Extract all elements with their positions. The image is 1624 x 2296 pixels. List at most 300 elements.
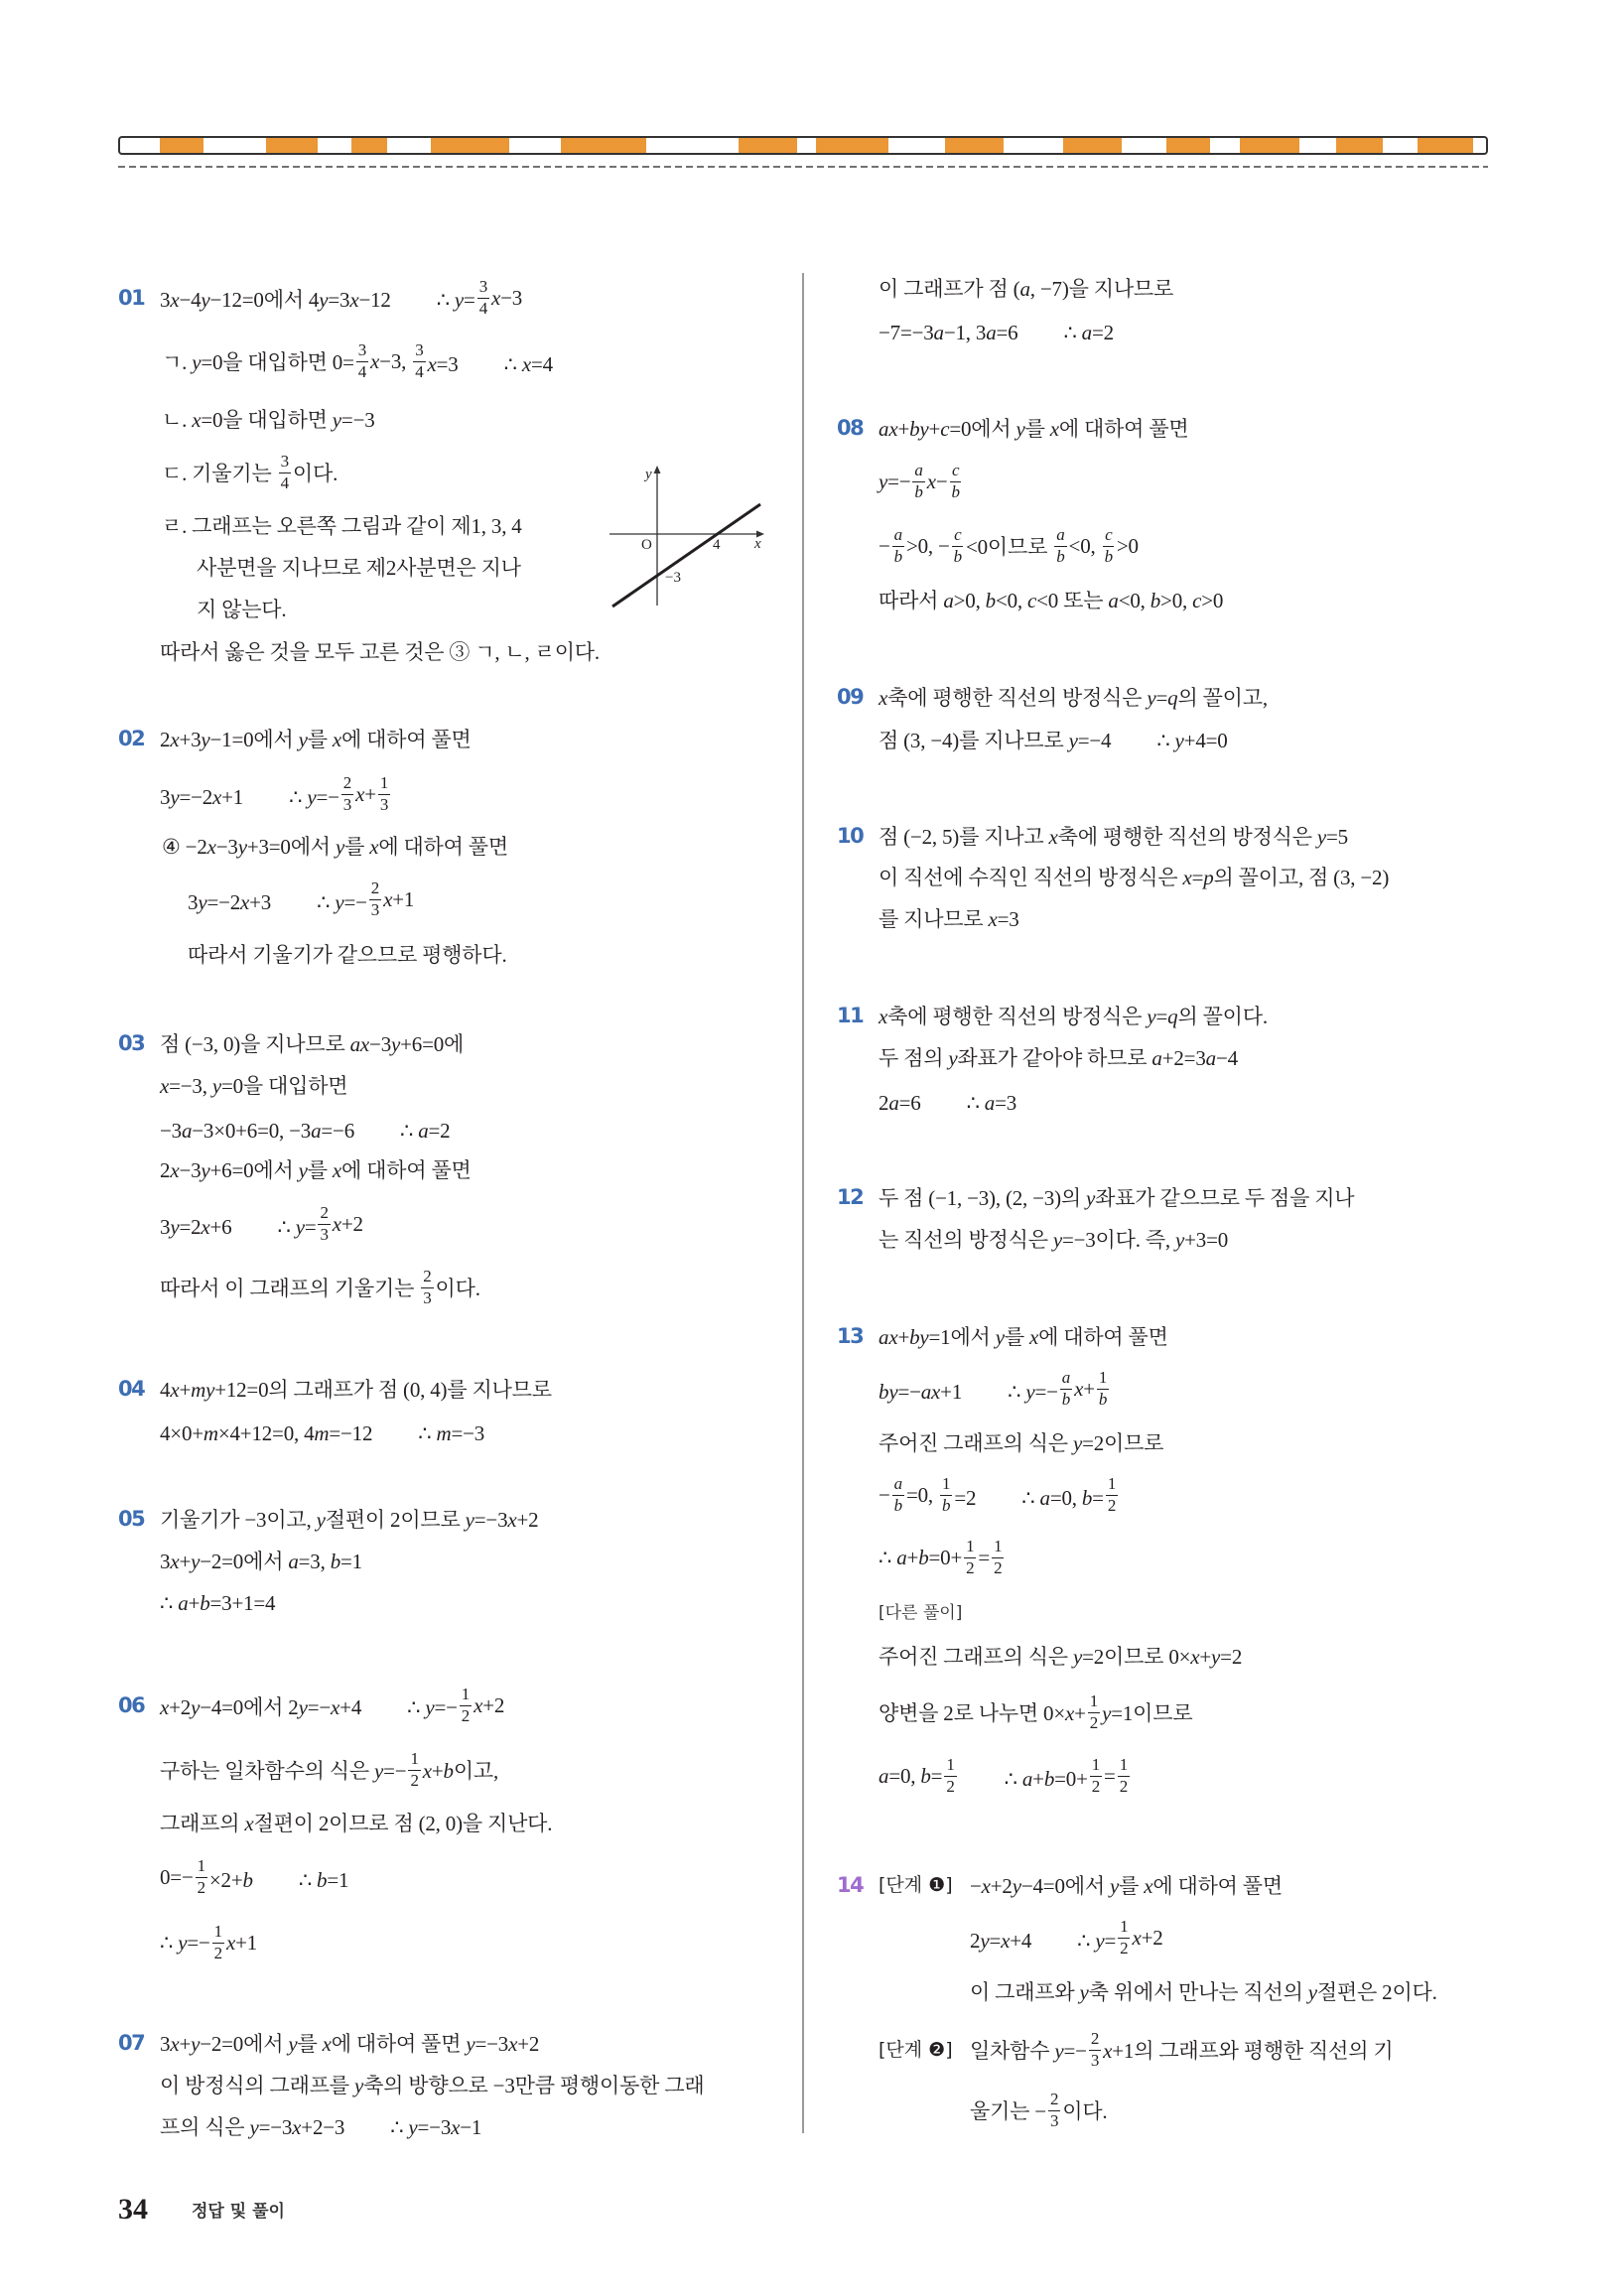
math-text: 2a=6 ∴ a=3 [879, 1085, 1016, 1116]
fraction-denominator [952, 547, 964, 567]
math-text: x+2 [474, 1692, 505, 1717]
solution-line [160, 631, 600, 671]
math-variable: b [893, 1495, 902, 1515]
fraction-denominator [892, 1496, 904, 1516]
solution-line [160, 774, 392, 814]
math-variable: y [948, 1046, 958, 1070]
solution-line [879, 1636, 1242, 1676]
math-text: by=−ax+1 ∴ y=− [879, 1374, 1058, 1405]
fraction [212, 1923, 224, 1962]
math-variable: a [879, 1763, 889, 1788]
math-text: 3x−4y−12=0에서 4y=3x−12 ∴ y= [160, 282, 475, 314]
math-text: −7=−3a−1, 3a=6 ∴ a=2 [879, 315, 1114, 345]
fraction [279, 453, 291, 492]
fraction-numerator: 1 [1106, 1475, 1118, 1496]
math-variable: a [181, 1118, 193, 1143]
math-text: 이다. [292, 462, 338, 485]
gap [959, 1761, 1005, 1786]
math-variable: b [1056, 546, 1065, 566]
fraction [356, 341, 368, 381]
math-variable: y [919, 1325, 929, 1349]
fraction-numerator: 3 [279, 453, 291, 473]
fraction-denominator: 4 [478, 298, 487, 318]
math-variable: a [879, 1325, 889, 1349]
math-variable: x [888, 417, 898, 441]
math-variable: a [943, 589, 954, 612]
math-variable: y [980, 1928, 990, 1953]
math-variable: x [451, 2115, 461, 2139]
math-variable: y [298, 728, 308, 751]
band-segment [1166, 138, 1210, 153]
solution-line [197, 547, 521, 587]
gap [361, 1689, 407, 1714]
solution-line [160, 1023, 464, 1063]
fraction-denominator: 3 [423, 1287, 432, 1307]
math-variable: x [1103, 2039, 1113, 2063]
math-variable: y [1102, 1701, 1112, 1725]
fraction-numerator: 1 [1097, 1369, 1109, 1390]
fraction-numerator: 1 [408, 1750, 420, 1771]
math-text: − [879, 533, 890, 558]
fraction-denominator: 3 [320, 1224, 329, 1244]
math-text: 구하는 일차함수의 식은 y=− [160, 1759, 407, 1783]
math-text: 0=− [160, 1864, 194, 1889]
math-text: ∴ a+b=0+ [879, 1545, 963, 1569]
fraction-denominator: 4 [357, 361, 367, 381]
solution-line [160, 1857, 348, 1897]
solution-line [879, 1369, 1111, 1409]
math-text: 3y=−2x+1 ∴ y=− [160, 779, 339, 810]
solution-line [879, 1037, 1238, 1077]
solution-line [970, 2030, 1393, 2070]
math-text: x+ [1074, 1376, 1095, 1401]
math-variable: y [1175, 1228, 1185, 1252]
math-text: x+1 [383, 886, 415, 911]
problem-number: 12 [837, 1185, 864, 1209]
fraction-numerator: 1 [992, 1538, 1004, 1558]
math-variable: c [940, 417, 950, 441]
math-text: 2x+3y−1=0에서 y를 x에 대하여 풀면 [160, 728, 472, 751]
math-variable: x [331, 1695, 340, 1719]
linear-function-graph [596, 457, 774, 625]
fraction [369, 879, 381, 919]
math-variable: y [298, 1158, 308, 1182]
math-text: <0, [1068, 533, 1101, 558]
solution-line [160, 1541, 362, 1580]
solution-line [188, 879, 414, 919]
math-text: ㄷ. 기울기는 [162, 462, 277, 485]
alternative-solution-label: [다른 풀이] [879, 1603, 963, 1623]
math-variable: q [1167, 1005, 1178, 1028]
fraction [341, 774, 353, 814]
gap [231, 1209, 277, 1234]
math-variable: y [1147, 1005, 1156, 1028]
math-text: 이다. [435, 1277, 480, 1300]
math-text: 4×0+m×4+12=0, 4m=−12 ∴ m=−3 [160, 1416, 484, 1446]
math-variable: x [1144, 1874, 1153, 1898]
solution-line [162, 453, 338, 492]
math-text: 이 그래프가 점 (a, −7)을 지나므로 [879, 277, 1174, 301]
solution-line [162, 505, 522, 545]
gap [921, 1085, 967, 1110]
math-variable: a [1151, 1046, 1162, 1070]
math-variable: x [507, 1508, 517, 1532]
math-text: a=0, b= [879, 1763, 943, 1788]
math-variable: x [427, 351, 437, 376]
math-variable: x [322, 2032, 332, 2056]
math-variable: b [1104, 546, 1113, 566]
math-variable: x [170, 1378, 180, 1402]
fraction [1103, 526, 1115, 566]
math-text: 두 점의 y좌표가 같아야 하므로 a+2=3a−4 [879, 1046, 1238, 1070]
math-text: ㄹ. 그래프는 오른쪽 그림과 같이 제1, 3, 4 [162, 514, 522, 538]
math-text: 울기는 − [970, 2099, 1046, 2123]
fraction [944, 1756, 956, 1796]
gap [459, 346, 504, 371]
fraction-denominator [940, 1496, 952, 1516]
gap [962, 1374, 1008, 1399]
math-text: ∴ a+b=3+1=4 [160, 1590, 276, 1615]
math-text: 4x+my+12=0의 그래프가 점 (0, 4)를 지나므로 [160, 1378, 552, 1402]
math-text: 주어진 그래프의 식은 y=2이므로 0×x+y=2 [879, 1645, 1243, 1669]
math-variable: x [332, 1158, 342, 1182]
fraction-denominator [1097, 1390, 1109, 1410]
fraction-numerator: 1 [940, 1475, 952, 1496]
fraction-denominator: 2 [410, 1770, 419, 1790]
math-variable: c [1192, 589, 1202, 612]
fraction [892, 526, 904, 566]
fraction-numerator: 1 [1090, 1756, 1102, 1777]
math-variable: y [466, 2032, 475, 2056]
math-variable: x [192, 408, 202, 432]
math-variable: y [335, 889, 344, 914]
fraction-denominator: 3 [1049, 2110, 1059, 2130]
fraction [1118, 1918, 1130, 1958]
solution-line [879, 1538, 1006, 1577]
math-variable: b [918, 1545, 929, 1569]
fraction-numerator: 1 [212, 1923, 224, 1944]
fraction-numerator [1103, 526, 1114, 547]
y-axis-arrow [654, 466, 661, 473]
fraction [912, 462, 924, 501]
math-variable: m [203, 1420, 218, 1445]
solution-line [879, 1422, 1163, 1462]
math-variable: x [879, 1005, 888, 1028]
band-segment [816, 138, 888, 153]
math-variable: x [201, 1214, 210, 1239]
math-variable: a [920, 1379, 932, 1404]
fraction-denominator [912, 482, 924, 502]
math-text: ax+by+c=0에서 y를 x에 대하여 풀면 [879, 417, 1189, 441]
band-segment [160, 138, 203, 153]
math-variable: b [1061, 1389, 1071, 1409]
math-text: 이다. [1062, 2099, 1108, 2123]
math-variable: y [201, 288, 210, 312]
math-variable: a [311, 1118, 322, 1143]
math-text: 를 지나므로 x=3 [879, 907, 1019, 931]
fraction [952, 526, 964, 566]
math-variable: x [355, 781, 365, 806]
fraction-denominator: 3 [379, 794, 389, 814]
math-variable: c [1027, 589, 1037, 612]
fraction-denominator: 2 [197, 1877, 205, 1897]
solution-line [160, 1149, 472, 1189]
math-variable: y [888, 1379, 898, 1404]
math-variable: y [335, 835, 345, 859]
math-text: 양변을 2로 나누면 0×x+ [879, 1701, 1086, 1725]
math-variable: x [1074, 1376, 1084, 1401]
solution-line [879, 1756, 1132, 1796]
math-variable: y [879, 469, 888, 493]
math-text: ×2+b ∴ b=1 [209, 1862, 348, 1893]
fraction-numerator: 1 [944, 1756, 956, 1777]
math-variable: x [422, 1759, 432, 1783]
math-variable: b [909, 1325, 920, 1349]
math-text: 는 직선의 방정식은 y=−3이다. 즉, y+3=0 [879, 1228, 1229, 1252]
math-variable: a [986, 320, 997, 344]
math-variable: x [370, 348, 380, 373]
y-axis-label: y [645, 467, 652, 482]
math-text: 3y=−2x+3 ∴ y=− [188, 884, 367, 915]
fraction [413, 341, 425, 381]
math-variable: a [178, 1590, 189, 1615]
solution-line [879, 996, 1268, 1035]
fraction [1054, 526, 1066, 566]
fraction [421, 1268, 433, 1307]
math-variable: b [330, 1550, 340, 1573]
solution-line [162, 826, 508, 866]
problem-number: 07 [118, 2031, 145, 2055]
math-variable: x [926, 469, 936, 493]
fraction-numerator: 2 [318, 1204, 330, 1225]
math-variable: c [951, 460, 960, 479]
gap [976, 1480, 1021, 1505]
math-variable: y [316, 1508, 326, 1532]
math-text: = [1104, 1763, 1116, 1788]
gap [354, 1113, 400, 1138]
fraction-numerator: 3 [413, 341, 425, 362]
math-text: 2y=x+4 ∴ y= [970, 1923, 1116, 1954]
x-intercept-label: 4 [713, 537, 721, 553]
problem-number: 13 [837, 1324, 864, 1348]
fraction [408, 1750, 420, 1790]
band-segment [561, 138, 646, 153]
step-label: [단계 ❶] [879, 1874, 953, 1896]
solution-line [879, 816, 1348, 856]
solution-line [879, 580, 1223, 619]
math-text: x−3, [370, 348, 412, 373]
math-variable: b [200, 1590, 210, 1615]
math-variable: y [919, 417, 929, 441]
solution-line [879, 1177, 1354, 1217]
math-variable: y [178, 1930, 188, 1955]
math-variable: x [170, 728, 180, 751]
band-segment [1063, 138, 1122, 153]
math-variable: b [317, 1867, 328, 1892]
math-text: 이 직선에 수직인 직선의 방정식은 x=p의 꼴이고, 점 (3, −2) [879, 866, 1390, 889]
math-variable: y [205, 1378, 215, 1402]
solution-line [879, 462, 964, 501]
math-variable: y [211, 1074, 221, 1098]
fraction [477, 278, 489, 318]
math-text: 사분면을 지나므로 제2사분면은 지나 [197, 556, 521, 580]
math-variable: y [1109, 1874, 1120, 1898]
fraction [318, 1204, 330, 1244]
math-variable: y [1072, 1645, 1083, 1669]
solution-line [970, 1971, 1437, 2011]
math-variable: y [995, 1325, 1005, 1349]
fraction-denominator [1103, 547, 1115, 567]
math-variable: y [288, 2032, 298, 2056]
gap [1111, 723, 1156, 747]
math-variable: y [1316, 825, 1326, 849]
math-variable: x [1049, 417, 1059, 441]
fraction [196, 1857, 207, 1897]
math-variable: x [1028, 1325, 1039, 1349]
fraction [1048, 2091, 1060, 2130]
math-variable: a [1019, 277, 1030, 301]
solution-line [160, 1065, 347, 1105]
math-variable: c [954, 524, 962, 544]
math-variable: y [201, 728, 210, 751]
fraction [964, 1538, 976, 1577]
math-variable: y [170, 1214, 180, 1239]
math-variable: y [307, 784, 317, 809]
math-variable: a [879, 417, 889, 441]
math-text: ④ −2x−3y+3=0에서 y를 x에 대하여 풀면 [162, 835, 508, 859]
math-variable: x [508, 2032, 518, 2056]
solution-line [879, 526, 1139, 566]
math-variable: a [1108, 589, 1119, 612]
fraction-denominator: 3 [342, 794, 352, 814]
math-variable: x [292, 2115, 302, 2139]
math-variable: x [206, 835, 216, 859]
math-text: =2 ∴ a=0, b= [954, 1480, 1104, 1511]
fraction-denominator [1054, 547, 1066, 567]
math-variable: m [436, 1420, 452, 1445]
math-variable: a [893, 524, 902, 544]
math-variable: b [879, 1379, 889, 1404]
math-variable: a [1205, 1046, 1216, 1070]
math-text: 두 점 (−1, −3), (2, −3)의 y좌표가 같으므로 두 점을 지나 [879, 1186, 1355, 1210]
math-variable: x [931, 1379, 941, 1404]
gap [344, 2109, 390, 2134]
math-text: y=− [879, 469, 911, 493]
fraction-denominator: 4 [415, 361, 424, 381]
solution-line [162, 341, 553, 381]
fraction-denominator: 2 [461, 1705, 471, 1725]
fraction [1060, 1369, 1072, 1409]
band-segment [266, 138, 318, 153]
math-text: 점 (−3, 0)을 지나므로 ax−3y+6=0에 [160, 1032, 465, 1056]
math-text: 따라서 옳은 것을 모두 고른 것은 ③ ㄱ, ㄴ, ㄹ이다. [160, 640, 600, 664]
solution-line [879, 408, 1189, 448]
math-variable: b [443, 1759, 454, 1783]
math-text: 이 방정식의 그래프를 y축의 방향으로 −3만큼 평행이동한 그래 [160, 2074, 705, 2097]
math-variable: a [984, 1090, 996, 1115]
math-text: ax+by=1에서 y를 x에 대하여 풀면 [879, 1325, 1168, 1349]
math-variable: x [383, 886, 393, 911]
math-variable: x [1190, 1645, 1200, 1669]
solution-line [197, 589, 286, 628]
math-text: x−3 [491, 285, 523, 310]
math-variable: x [160, 1074, 170, 1098]
math-variable: b [1150, 589, 1161, 612]
math-variable: x [888, 1325, 898, 1349]
math-variable: y [192, 350, 202, 374]
problem-number: 01 [118, 286, 145, 310]
fraction [1090, 1756, 1102, 1796]
fraction-numerator [950, 462, 961, 482]
fraction-denominator: 2 [1120, 1938, 1129, 1958]
math-variable: p [1203, 866, 1214, 889]
solution-line [160, 1204, 363, 1244]
math-text: −x+2y−4=0에서 y를 x에 대하여 풀면 [970, 1874, 1283, 1898]
math-text: x+1의 그래프와 평행한 직선의 기 [1103, 2039, 1394, 2063]
math-variable: y [1095, 1928, 1105, 1953]
fraction-numerator: 2 [369, 879, 381, 900]
math-variable: b [242, 1867, 253, 1892]
math-variable: x [225, 1930, 236, 1955]
solution-line [879, 898, 1019, 938]
fraction [940, 1475, 952, 1515]
math-variable: y [1072, 1431, 1083, 1455]
fraction-denominator: 3 [370, 899, 380, 919]
math-variable: q [1167, 686, 1178, 710]
solution-line [188, 934, 507, 974]
math-text: 3x+y−2=0에서 a=3, b=1 [160, 1550, 362, 1573]
math-variable: a [418, 1118, 429, 1143]
solution-line [879, 1692, 1192, 1732]
math-variable: y [1174, 729, 1184, 752]
fraction-numerator [892, 1475, 904, 1496]
problem-number: 08 [837, 416, 864, 440]
math-variable: y [454, 288, 465, 312]
problem-number: 09 [837, 685, 864, 709]
solution-line [160, 1803, 552, 1842]
fraction-numerator: 3 [477, 278, 489, 299]
solution-line [160, 278, 522, 318]
math-variable: y [374, 1759, 384, 1783]
math-variable: a [896, 1545, 907, 1569]
fraction-denominator: 4 [280, 473, 289, 492]
math-text: 일차함수 y=− [970, 2039, 1087, 2063]
math-text: 따라서 이 그래프의 기울기는 [160, 1277, 420, 1300]
math-variable: x [369, 835, 379, 859]
graph-line [612, 504, 760, 607]
fraction-numerator: 1 [1118, 1918, 1130, 1939]
math-variable: b [893, 546, 902, 566]
solution-line [160, 1268, 480, 1307]
solution-line [879, 1219, 1228, 1259]
fraction-denominator: 2 [213, 1943, 222, 1962]
math-variable: x [212, 784, 222, 809]
gap [1031, 1923, 1077, 1948]
fraction [1088, 1692, 1100, 1732]
math-text: 프의 식은 y=−3x+2−3 ∴ y=−3x−1 [160, 2109, 481, 2141]
math-text: 점 (−2, 5)를 지나고 x축에 평행한 직선의 방정식은 y=5 [879, 825, 1348, 849]
math-variable: x [474, 1692, 483, 1717]
fraction-denominator [950, 482, 962, 502]
solution-line [160, 1686, 504, 1725]
fraction [1089, 2030, 1101, 2070]
fraction-numerator: 1 [1118, 1756, 1130, 1777]
problem-number: 04 [118, 1377, 145, 1401]
band-segment [1418, 138, 1473, 153]
math-variable: y [408, 2115, 418, 2139]
gap [243, 779, 289, 804]
solution-line [970, 1865, 1283, 1905]
